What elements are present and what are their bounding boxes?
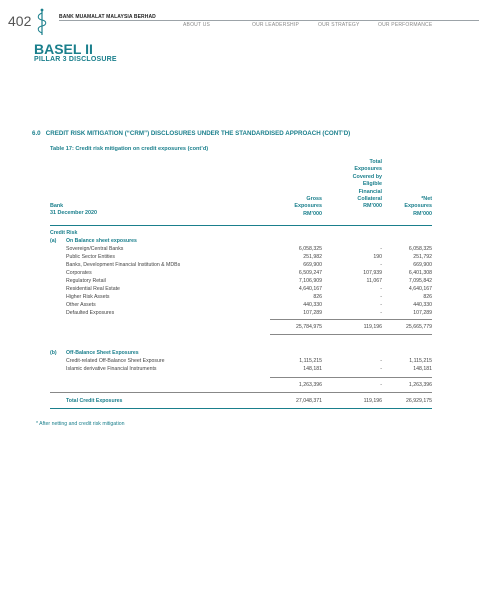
row-covered: - xyxy=(380,262,382,268)
subtotal-b-row xyxy=(66,381,432,389)
col-covered-line-5: Financial xyxy=(358,188,382,195)
credit-risk-label: Credit Risk xyxy=(50,230,78,236)
row-label: Islamic derivative Financial Instruments xyxy=(66,366,157,372)
row-net: 7,095,842 xyxy=(408,278,432,284)
row-covered: - xyxy=(380,310,382,316)
bank-name: BANK MUAMALAT MALAYSIA BERHAD xyxy=(59,14,156,20)
nav-our-leadership[interactable]: OUR LEADERSHIP xyxy=(252,22,299,28)
table-row xyxy=(66,269,432,277)
table-row xyxy=(66,357,432,365)
table-caption: Table 17: Credit risk mitigation on credit exposures (cont’d) xyxy=(50,146,209,152)
subtotal-a-covered: 119,196 xyxy=(363,324,382,330)
subtotal-b-net: 1,263,396 xyxy=(408,382,432,388)
subtotal-b-top-rule xyxy=(270,377,432,378)
row-label: Public Sector Entities xyxy=(66,254,116,260)
total-bottom-rule xyxy=(50,408,432,409)
row-covered: 11,067 xyxy=(366,278,382,284)
row-header-bank: Bank xyxy=(50,203,64,209)
col-covered-line-2: Exposures xyxy=(354,166,382,173)
column-header-gross xyxy=(270,196,322,218)
nav-our-performance[interactable]: OUR PERFORMANCE xyxy=(378,22,433,28)
row-gross: 1,115,215 xyxy=(299,358,322,364)
row-net: 148,181 xyxy=(413,366,432,372)
row-covered: - xyxy=(380,286,382,292)
total-covered: 119,196 xyxy=(363,398,382,404)
section-a-heading: On Balance sheet exposures xyxy=(66,238,137,244)
row-label: Higher Risk Assets xyxy=(66,294,110,300)
table-row xyxy=(66,293,432,301)
table-row xyxy=(66,285,432,293)
row-gross: 826 xyxy=(313,294,322,300)
subtotal-a-net: 25,665,779 xyxy=(406,324,432,330)
row-covered: - xyxy=(380,294,382,300)
table-row xyxy=(66,277,432,285)
row-gross: 6,058,325 xyxy=(298,246,322,252)
table-row xyxy=(66,261,432,269)
col-covered-line-1: Total xyxy=(369,159,382,165)
row-net: 251,792 xyxy=(413,254,432,260)
subtotal-b-gross: 1,263,396 xyxy=(298,382,322,388)
bank-logo-icon xyxy=(34,7,50,37)
nav-about-us[interactable]: ABOUT US xyxy=(183,22,211,28)
col-covered-line-3: Covered by xyxy=(352,173,382,180)
row-covered: - xyxy=(380,246,382,252)
page-number: 402 xyxy=(8,13,32,29)
row-gross: 4,640,167 xyxy=(298,286,322,292)
row-covered: 107,939 xyxy=(363,270,382,276)
subtotal-b-bottom-rule xyxy=(50,392,432,393)
col-covered-line-7: RM’000 xyxy=(363,203,382,210)
row-net: 1,115,215 xyxy=(409,358,432,364)
row-net: 6,058,325 xyxy=(408,246,432,252)
nav-our-strategy[interactable]: OUR STRATEGY xyxy=(318,22,360,28)
section-a-letter: (a) xyxy=(50,238,57,244)
section-b-heading: Off-Balance Sheet Exposures xyxy=(66,350,139,356)
col-net-line-2: Exposures xyxy=(404,203,432,210)
table-row xyxy=(66,245,432,253)
table-row xyxy=(66,309,432,317)
row-gross: 7,106,909 xyxy=(298,278,322,284)
row-covered: 190 xyxy=(373,254,382,260)
row-label: Sovereign/Central Banks xyxy=(66,246,124,252)
subtotal-b-covered: - xyxy=(380,382,382,388)
row-label: Credit-related Off-Balance Sheet Exposure xyxy=(66,358,165,364)
row-label: Residential Real Estate xyxy=(66,286,120,292)
row-label: Banks, Development Financial Institution & MDBs xyxy=(66,262,181,268)
column-header-net xyxy=(380,196,432,218)
total-row xyxy=(66,397,432,405)
table-row xyxy=(66,253,432,261)
row-covered: - xyxy=(380,366,382,372)
row-label: Corporates xyxy=(66,270,92,276)
footnote: * After netting and credit risk mitigation xyxy=(36,421,125,427)
col-covered-line-6: Collateral xyxy=(357,196,382,203)
page-subtitle: PILLAR 3 DISCLOSURE xyxy=(34,56,117,63)
row-label: Defaulted Exposures xyxy=(66,310,115,316)
total-net: 26,929,175 xyxy=(406,398,432,404)
table-row xyxy=(66,365,432,373)
row-gross: 148,181 xyxy=(303,366,322,372)
section-title: CREDIT RISK MITIGATION (“CRM”) DISCLOSURES UNDER THE STANDARDISED APPROACH (CONT’D) xyxy=(45,130,351,137)
row-gross: 440,330 xyxy=(303,302,322,308)
subtotal-a-top-rule xyxy=(270,319,432,320)
total-label: Total Credit Exposures xyxy=(66,398,123,404)
row-gross: 107,289 xyxy=(303,310,322,316)
header-divider xyxy=(59,20,479,21)
col-gross-line-3: RM’000 xyxy=(303,210,322,217)
col-gross-line-1: Gross xyxy=(306,196,322,202)
row-header xyxy=(50,203,97,218)
page-title: BASEL II xyxy=(34,41,93,57)
row-covered: - xyxy=(380,302,382,308)
row-label: Other Assets xyxy=(66,302,96,308)
row-net: 669,900 xyxy=(413,262,432,268)
row-net: 4,640,167 xyxy=(408,286,432,292)
subtotal-a-bottom-rule xyxy=(270,334,432,335)
row-net: 440,330 xyxy=(413,302,432,308)
row-covered: - xyxy=(380,358,382,364)
row-gross: 669,900 xyxy=(303,262,322,268)
section-b-rows xyxy=(66,357,432,373)
subtotal-a-row xyxy=(66,323,432,331)
col-covered-line-4: Eligible xyxy=(362,181,382,188)
row-net: 107,289 xyxy=(413,310,432,316)
table-row xyxy=(66,301,432,309)
header-rule xyxy=(50,225,432,226)
column-header-covered xyxy=(330,159,382,211)
row-net: 826 xyxy=(423,294,432,300)
col-net-line-3: RM’000 xyxy=(413,210,432,217)
row-net: 6,401,308 xyxy=(408,270,432,276)
col-gross-line-2: Exposures xyxy=(294,203,322,210)
row-header-date: 31 December 2020 xyxy=(50,210,98,217)
section-a-rows xyxy=(66,245,432,317)
total-gross: 27,048,371 xyxy=(296,398,322,404)
section-heading xyxy=(32,130,350,137)
subtotal-a-gross: 25,784,975 xyxy=(296,324,322,330)
section-number: 6.0 xyxy=(32,130,41,137)
col-net-line-1: *Net xyxy=(421,196,432,202)
row-gross: 6,509,247 xyxy=(298,270,322,276)
row-label: Regulatory Retail xyxy=(66,278,106,284)
section-b-letter: (b) xyxy=(50,350,57,356)
row-gross: 251,982 xyxy=(303,254,322,260)
